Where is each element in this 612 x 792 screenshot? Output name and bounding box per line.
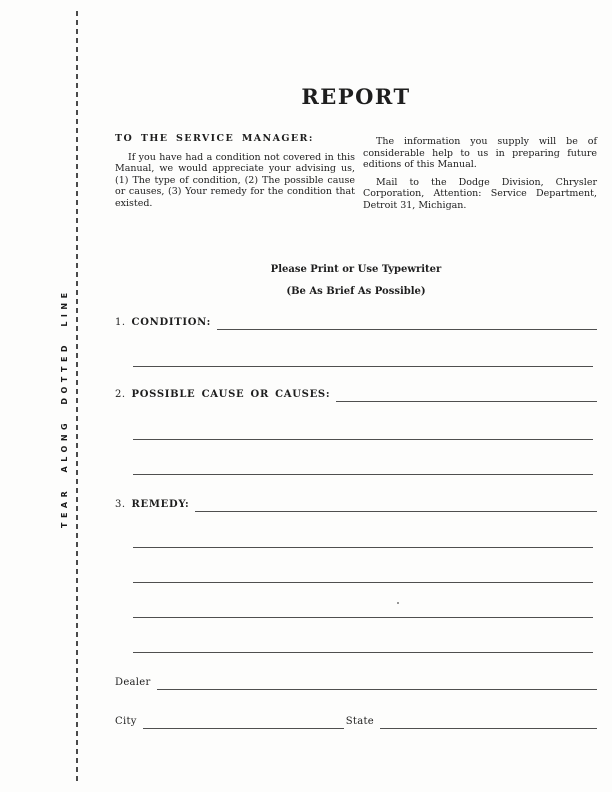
condition-number: 1.	[115, 317, 126, 328]
condition-write-line-2[interactable]	[133, 366, 593, 367]
cause-write-line-1[interactable]	[336, 386, 597, 402]
remedy-write-line-3[interactable]	[133, 582, 593, 583]
cause-write-line-2[interactable]	[133, 439, 593, 440]
cause-label: POSSIBLE CAUSE OR CAUSES:	[131, 389, 331, 400]
dealer-write-line[interactable]	[157, 674, 597, 690]
remedy-write-line-2[interactable]	[133, 547, 593, 548]
intro-right-paragraph-2: Mail to the Dodge Division, Chrysler Corporation, Attention: Service Department, Detroit 31, Michigan.	[363, 176, 597, 211]
print-instruction: Please Print or Use Typewriter	[270, 264, 442, 275]
scan-speck	[397, 602, 399, 604]
brevity-instruction: (Be As Brief As Possible)	[286, 286, 426, 297]
intro-right-column	[363, 136, 597, 212]
city-label: City	[115, 716, 137, 727]
tear-dotted-line	[76, 11, 78, 782]
dealer-label: Dealer	[115, 677, 151, 688]
intro-left-column	[115, 133, 355, 210]
city-state-field-row	[115, 713, 597, 729]
remedy-number: 3.	[115, 499, 126, 510]
cause-write-line-3[interactable]	[133, 474, 593, 475]
page-title: REPORT	[301, 84, 411, 109]
condition-label: CONDITION:	[131, 317, 212, 328]
state-label: State	[345, 716, 374, 727]
intro-left-paragraph: If you have had a condition not covered in this Manual, we would appreciate your advising us, (1) The type of condition, (2) The possible cause or causes, (3) Your remedy for the condition that existed.	[115, 151, 355, 209]
remedy-label: REMEDY:	[131, 499, 190, 510]
condition-write-line-1[interactable]	[217, 314, 597, 330]
remedy-write-line-5[interactable]	[133, 652, 593, 653]
dealer-field-row	[115, 674, 597, 690]
city-write-line[interactable]	[143, 713, 344, 729]
remedy-write-line-1[interactable]	[195, 496, 597, 512]
intro-right-paragraph-1: The information you supply will be of considerable help to us in preparing future editions of this Manual.	[363, 136, 597, 171]
remedy-field-row	[115, 496, 597, 512]
tear-along-dotted-line-label: TEAR ALONG DOTTED LINE	[60, 288, 69, 528]
cause-number: 2.	[115, 389, 126, 400]
cause-field-row	[115, 386, 597, 402]
remedy-write-line-4[interactable]	[133, 617, 593, 618]
condition-field-row	[115, 314, 597, 330]
state-write-line[interactable]	[380, 713, 597, 729]
service-manager-heading: TO THE SERVICE MANAGER:	[115, 133, 314, 144]
